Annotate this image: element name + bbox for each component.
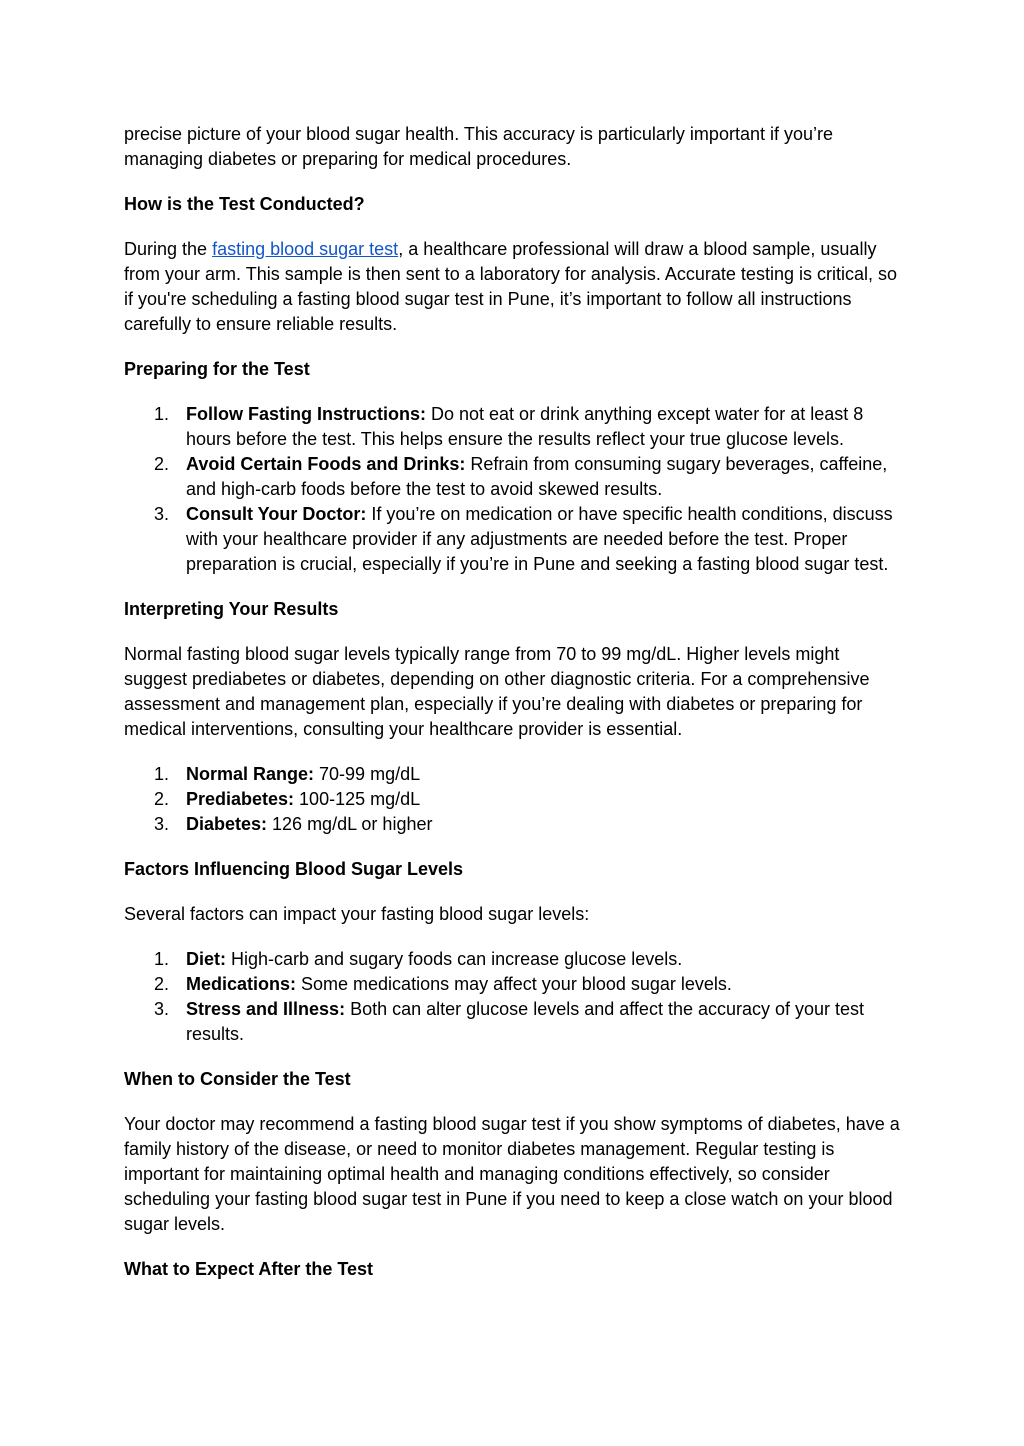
results-paragraph: Normal fasting blood sugar levels typically range from 70 to 99 mg/dL. Higher levels might suggest prediabetes or diabetes, depending on other diagnostic criteria. For a comprehensive assessment and management plan, especially if you’re dealing with diabetes or preparing for medical interventions, consulting your healthcare provider is essential. [124, 644, 870, 739]
heading-preparing: Preparing for the Test [124, 359, 310, 379]
list-item [124, 762, 904, 787]
when-paragraph: Your doctor may recommend a fasting blood sugar test if you show symptoms of diabetes, have a family history of the disease, or need to monitor diabetes management. Regular testing is important for maintaining optimal health and managing conditions effectively, so consider scheduling your fasting blood sugar test in Pune if you need to keep a close watch on your blood sugar levels. [124, 1114, 900, 1234]
list-number: 3. [154, 814, 170, 834]
list-number: 2. [154, 789, 170, 809]
list-item-text: Do not eat or drink anything except water for at least 8 hours before the test. This helps ensure the results reflect your true glucose levels. [186, 404, 864, 449]
results-list [124, 762, 904, 837]
list-item-label: Diabetes: [186, 814, 268, 834]
conducted-text-before: During the [124, 239, 213, 259]
list-item-text: Both can alter glucose levels and affect the accuracy of your test results. [186, 999, 865, 1044]
list-item-label: Medications: [186, 974, 297, 994]
heading-interpreting-results: Interpreting Your Results [124, 599, 339, 619]
heading-test-conducted: How is the Test Conducted? [124, 194, 365, 214]
list-number: 1. [154, 764, 170, 784]
factors-list [124, 947, 904, 1047]
list-item [124, 787, 904, 812]
intro-paragraph: precise picture of your blood sugar health. This accuracy is particularly important if you’re managing diabetes or preparing for medical procedures. [124, 124, 833, 169]
heading-factors: Factors Influencing Blood Sugar Levels [124, 859, 464, 879]
preparing-list [124, 402, 904, 577]
list-item-text: 70-99 mg/dL [314, 764, 421, 784]
list-number: 1. [154, 949, 170, 969]
list-item-text: 126 mg/dL or higher [267, 814, 433, 834]
list-item-text: Refrain from consuming sugary beverages, caffeine, and high-carb foods before the test to avoid skewed results. [186, 454, 888, 499]
list-item [124, 812, 904, 837]
list-number: 3. [154, 504, 170, 524]
list-item-text: 100-125 mg/dL [294, 789, 421, 809]
list-number: 1. [154, 404, 170, 424]
list-item-label: Stress and Illness: [186, 999, 346, 1019]
list-number: 2. [154, 454, 170, 474]
list-item [124, 997, 904, 1047]
heading-what-to-expect: What to Expect After the Test [124, 1259, 374, 1279]
factors-paragraph: Several factors can impact your fasting blood sugar levels: [124, 904, 590, 924]
list-item-label: Consult Your Doctor: [186, 504, 367, 524]
list-item-text: If you’re on medication or have specific health conditions, discuss with your healthcare provider if any adjustments are needed before the test. Proper preparation is crucial, especially if you’re in Pune and seeking a fasting blood sugar test. [186, 504, 893, 574]
list-item-label: Follow Fasting Instructions: [186, 404, 426, 424]
list-item-label: Avoid Certain Foods and Drinks: [186, 454, 466, 474]
list-item [124, 972, 904, 997]
fasting-blood-sugar-test-link[interactable]: fasting blood sugar test [212, 239, 399, 259]
list-item [124, 502, 904, 577]
list-item-text: Some medications may affect your blood sugar levels. [296, 974, 732, 994]
conducted-paragraph [124, 237, 904, 337]
list-number: 3. [154, 999, 170, 1019]
list-item [124, 947, 904, 972]
list-item-text: High-carb and sugary foods can increase glucose levels. [226, 949, 683, 969]
list-item-label: Normal Range: [186, 764, 315, 784]
conducted-text-after: , a healthcare professional will draw a blood sample, usually from your arm. This sample is then sent to a laboratory for analysis. Accurate testing is critical, so if you're scheduling a fasting blood sugar test in Pune, it’s important to follow all instructions carefully to ensure reliable results. [124, 239, 897, 334]
list-item-label: Diet: [186, 949, 226, 969]
list-item [124, 452, 904, 502]
list-item-label: Prediabetes: [186, 789, 295, 809]
document-page [124, 122, 904, 1302]
heading-when-to-consider: When to Consider the Test [124, 1069, 351, 1089]
list-item [124, 402, 904, 452]
list-number: 2. [154, 974, 170, 994]
